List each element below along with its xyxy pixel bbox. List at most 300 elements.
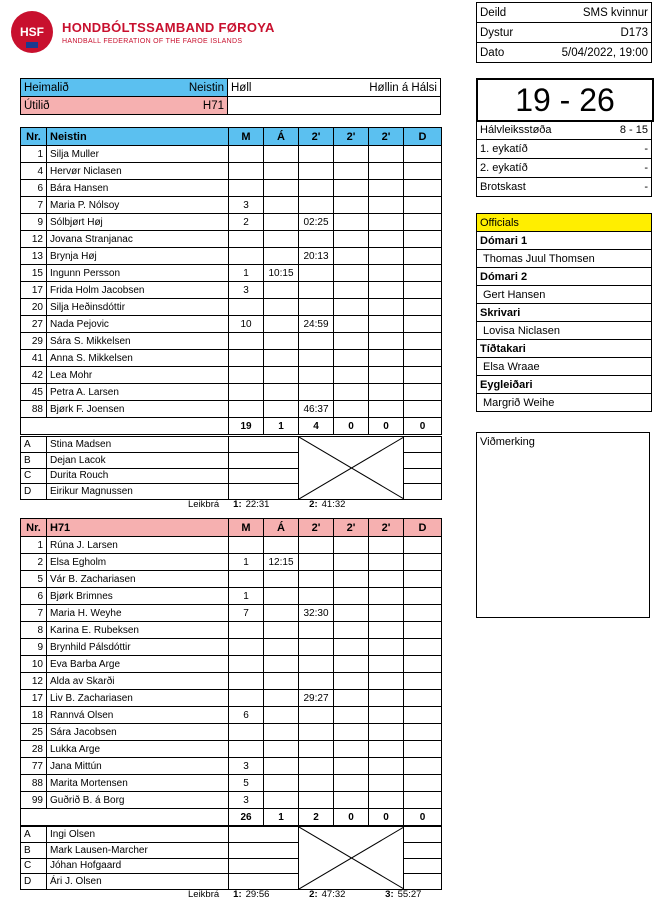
timeout-number: 2:	[309, 499, 318, 510]
player-stat-t3	[369, 231, 404, 248]
away-team-name: H71	[202, 99, 224, 112]
player-name: Hervør Niclasen	[47, 163, 229, 180]
player-row	[21, 248, 442, 265]
player-name: Brynja Høj	[47, 248, 229, 265]
staff-code: A	[21, 437, 47, 453]
player-name: Jana Mittún	[47, 758, 229, 775]
player-stat-m	[229, 146, 264, 163]
period-label: 2. eykatíð	[480, 162, 528, 174]
meta-label: Dystur	[477, 23, 529, 43]
col-team-name: Neistin	[47, 128, 229, 146]
period-cell	[477, 121, 652, 140]
player-name: Petra A. Larsen	[47, 384, 229, 401]
player-name: Brynhild Pálsdóttir	[47, 639, 229, 656]
player-stat-t2	[334, 214, 369, 231]
comment-label: Viðmerking	[480, 436, 535, 448]
player-stat-m: 3	[229, 282, 264, 299]
staff-empty	[229, 484, 299, 500]
player-stat-t2	[334, 401, 369, 418]
player-stat-a	[264, 622, 299, 639]
total-t2: 0	[334, 418, 369, 435]
player-stat-m	[229, 299, 264, 316]
player-number: 17	[21, 690, 47, 707]
player-row	[21, 299, 442, 316]
player-stat-d	[404, 571, 442, 588]
player-name: Maria P. Nólsoy	[47, 197, 229, 214]
away-timeouts	[188, 889, 455, 900]
player-stat-t3	[369, 350, 404, 367]
period-cell	[477, 140, 652, 159]
player-stat-m	[229, 231, 264, 248]
player-number: 1	[21, 537, 47, 554]
player-stat-a	[264, 656, 299, 673]
player-stat-t1: 20:13	[299, 248, 334, 265]
player-stat-t1: 32:30	[299, 605, 334, 622]
player-row	[21, 673, 442, 690]
player-stat-t3	[369, 384, 404, 401]
player-stat-t2	[334, 537, 369, 554]
player-name: Nada Pejovic	[47, 316, 229, 333]
player-name: Alda av Skarði	[47, 673, 229, 690]
total-t3: 0	[369, 809, 404, 826]
player-stat-d	[404, 758, 442, 775]
player-number: 8	[21, 622, 47, 639]
player-stat-t1	[299, 792, 334, 809]
col-header: 2'	[369, 128, 404, 146]
col-header: M	[229, 519, 264, 537]
player-stat-t2	[334, 350, 369, 367]
player-stat-t2	[334, 588, 369, 605]
player-row	[21, 588, 442, 605]
player-stat-m	[229, 622, 264, 639]
comment-box	[476, 432, 650, 618]
player-name: Liv B. Zachariasen	[47, 690, 229, 707]
meta-row	[477, 23, 652, 43]
meta-value: SMS kvinnur	[529, 3, 652, 23]
col-header: 2'	[334, 519, 369, 537]
player-stat-m	[229, 333, 264, 350]
home-staff-table	[20, 436, 442, 500]
player-stat-t3	[369, 197, 404, 214]
logo-text: HSF	[20, 25, 44, 39]
period-row	[477, 140, 652, 159]
official-role-row	[477, 268, 652, 286]
player-stat-m	[229, 367, 264, 384]
player-row	[21, 180, 442, 197]
official-name: Elsa Wraae	[477, 358, 652, 376]
player-stat-t1	[299, 537, 334, 554]
col-header: 2'	[369, 519, 404, 537]
player-row	[21, 741, 442, 758]
player-row	[21, 758, 442, 775]
player-stat-t1	[299, 146, 334, 163]
period-row	[477, 159, 652, 178]
player-stat-a	[264, 707, 299, 724]
player-stat-d	[404, 554, 442, 571]
player-stat-a	[264, 384, 299, 401]
player-number: 88	[21, 401, 47, 418]
player-stat-a: 12:15	[264, 554, 299, 571]
staff-name: Stina Madsen	[47, 437, 229, 453]
player-number: 77	[21, 758, 47, 775]
home-label: Heimalið	[24, 81, 69, 94]
player-stat-t1	[299, 333, 334, 350]
player-stat-m	[229, 537, 264, 554]
total-a: 1	[264, 418, 299, 435]
player-stat-d	[404, 537, 442, 554]
player-number: 42	[21, 367, 47, 384]
official-name: Margrið Weihe	[477, 394, 652, 412]
player-stat-t3	[369, 792, 404, 809]
hall-name: Høllin á Hálsi	[369, 81, 437, 94]
official-name-row	[477, 250, 652, 268]
player-name: Elsa Egholm	[47, 554, 229, 571]
col-header: M	[229, 128, 264, 146]
player-stat-t2	[334, 299, 369, 316]
official-role-row	[477, 340, 652, 358]
player-row	[21, 639, 442, 656]
player-name: Sára Jacobsen	[47, 724, 229, 741]
timeout-number: 3:	[385, 889, 394, 900]
player-number: 5	[21, 571, 47, 588]
player-stat-d	[404, 639, 442, 656]
player-stat-t1	[299, 554, 334, 571]
player-stat-a	[264, 214, 299, 231]
player-stat-a	[264, 231, 299, 248]
player-stat-t2	[334, 384, 369, 401]
official-name-row	[477, 358, 652, 376]
player-name: Silja Heðinsdóttir	[47, 299, 229, 316]
player-row	[21, 656, 442, 673]
player-stat-t1	[299, 622, 334, 639]
timeout-number: 1:	[233, 499, 242, 510]
player-name: Maria H. Weyhe	[47, 605, 229, 622]
player-stat-t3	[369, 248, 404, 265]
player-stat-t3	[369, 656, 404, 673]
player-stat-d	[404, 588, 442, 605]
player-stat-t3	[369, 316, 404, 333]
player-stat-t2	[334, 605, 369, 622]
staff-name: Jóhan Hofgaard	[47, 858, 229, 874]
player-row	[21, 622, 442, 639]
staff-empty	[229, 468, 299, 484]
player-stat-d	[404, 146, 442, 163]
player-stat-t2	[334, 707, 369, 724]
meta-label: Dato	[477, 43, 529, 63]
period-cell	[477, 178, 652, 197]
player-stat-t3	[369, 367, 404, 384]
empty-cell	[228, 97, 441, 115]
player-stat-t1: 29:27	[299, 690, 334, 707]
timeout-time: 55:27	[397, 889, 422, 900]
player-stat-a	[264, 537, 299, 554]
player-stat-a	[264, 690, 299, 707]
player-row	[21, 707, 442, 724]
official-role: Dómari 2	[477, 268, 652, 286]
player-stat-t1	[299, 299, 334, 316]
player-stat-d	[404, 690, 442, 707]
official-name-row	[477, 322, 652, 340]
staff-crossed-box	[299, 437, 404, 500]
staff-name: Ári J. Olsen	[47, 874, 229, 890]
roster-header-row	[21, 128, 442, 146]
player-number: 88	[21, 775, 47, 792]
player-stat-a	[264, 741, 299, 758]
player-row	[21, 316, 442, 333]
period-label: 1. eykatíð	[480, 143, 528, 155]
official-name-row	[477, 286, 652, 304]
staff-row	[21, 437, 442, 453]
player-stat-t3	[369, 554, 404, 571]
player-stat-t1	[299, 639, 334, 656]
player-stat-m	[229, 180, 264, 197]
player-name: Jovana Stranjanac	[47, 231, 229, 248]
player-stat-t3	[369, 707, 404, 724]
player-stat-a	[264, 758, 299, 775]
player-stat-d	[404, 163, 442, 180]
player-name: Marita Mortensen	[47, 775, 229, 792]
staff-empty	[404, 452, 442, 468]
cross-icon	[299, 437, 404, 499]
player-stat-a	[264, 299, 299, 316]
player-stat-a	[264, 282, 299, 299]
period-cell	[477, 159, 652, 178]
player-stat-t3	[369, 265, 404, 282]
player-stat-m	[229, 401, 264, 418]
meta-value: D173	[529, 23, 652, 43]
player-stat-t1	[299, 673, 334, 690]
staff-empty	[229, 842, 299, 858]
player-stat-m: 7	[229, 605, 264, 622]
player-stat-a	[264, 673, 299, 690]
staff-empty	[229, 858, 299, 874]
staff-code: A	[21, 827, 47, 843]
player-stat-a	[264, 350, 299, 367]
player-number: 12	[21, 231, 47, 248]
player-stat-t1	[299, 707, 334, 724]
player-stat-a: 10:15	[264, 265, 299, 282]
staff-name: Eirikur Magnussen	[47, 484, 229, 500]
official-role: Skrivari	[477, 304, 652, 322]
staff-empty	[404, 468, 442, 484]
player-stat-t2	[334, 792, 369, 809]
player-stat-t3	[369, 605, 404, 622]
total-t2: 0	[334, 809, 369, 826]
player-name: Silja Muller	[47, 146, 229, 163]
staff-empty	[229, 452, 299, 468]
player-stat-a	[264, 316, 299, 333]
player-number: 4	[21, 163, 47, 180]
player-stat-a	[264, 605, 299, 622]
staff-row	[21, 827, 442, 843]
player-stat-t3	[369, 401, 404, 418]
player-stat-t3	[369, 180, 404, 197]
timeout-entry	[233, 499, 303, 510]
staff-empty	[404, 874, 442, 890]
player-number: 25	[21, 724, 47, 741]
total-a: 1	[264, 809, 299, 826]
player-stat-a	[264, 775, 299, 792]
player-stat-t3	[369, 588, 404, 605]
final-score: 19 - 26	[476, 78, 654, 122]
away-staff-table	[20, 826, 442, 890]
org-subtitle: HANDBALL FEDERATION OF THE FAROE ISLANDS	[62, 38, 243, 45]
player-number: 2	[21, 554, 47, 571]
player-stat-t1	[299, 571, 334, 588]
period-label: Hálvleiksstøða	[480, 124, 552, 136]
player-stat-a	[264, 197, 299, 214]
player-stat-t3	[369, 758, 404, 775]
meta-row	[477, 43, 652, 63]
official-role-row	[477, 304, 652, 322]
player-stat-t2	[334, 146, 369, 163]
player-row	[21, 231, 442, 248]
staff-empty	[404, 437, 442, 453]
player-stat-t3	[369, 741, 404, 758]
player-row	[21, 384, 442, 401]
player-stat-t2	[334, 316, 369, 333]
player-name: Guðrið B. á Borg	[47, 792, 229, 809]
player-stat-d	[404, 605, 442, 622]
player-stat-t1	[299, 775, 334, 792]
timeout-number: 1:	[233, 889, 242, 900]
totals-label-empty	[21, 418, 229, 435]
away-label: Útilið	[24, 99, 50, 112]
timeouts-label: Leikbrá	[188, 889, 220, 900]
col-nr: Nr.	[21, 128, 47, 146]
player-number: 13	[21, 248, 47, 265]
player-stat-t2	[334, 163, 369, 180]
player-stat-m: 2	[229, 214, 264, 231]
player-name: Ingunn Persson	[47, 265, 229, 282]
period-value: -	[644, 143, 648, 155]
roster-header-row	[21, 519, 442, 537]
official-name-row	[477, 394, 652, 412]
timeout-time: 47:32	[321, 889, 346, 900]
staff-code: C	[21, 858, 47, 874]
away-roster-table	[20, 518, 442, 826]
player-stat-m: 3	[229, 197, 264, 214]
player-number: 45	[21, 384, 47, 401]
player-stat-t2	[334, 639, 369, 656]
total-m: 26	[229, 809, 264, 826]
player-stat-m: 5	[229, 775, 264, 792]
player-number: 99	[21, 792, 47, 809]
hall-label: Høll	[231, 81, 252, 94]
total-d: 0	[404, 418, 442, 435]
player-stat-a	[264, 588, 299, 605]
player-stat-t2	[334, 367, 369, 384]
official-role-row	[477, 376, 652, 394]
player-stat-t2	[334, 248, 369, 265]
player-stat-t2	[334, 231, 369, 248]
home-roster-table	[20, 127, 442, 435]
timeout-number: 2:	[309, 889, 318, 900]
player-stat-t2	[334, 690, 369, 707]
player-number: 12	[21, 673, 47, 690]
hsf-logo-icon	[10, 10, 54, 54]
player-stat-a	[264, 571, 299, 588]
timeout-time: 22:31	[245, 499, 270, 510]
col-nr: Nr.	[21, 519, 47, 537]
totals-row	[21, 418, 442, 435]
meta-row	[477, 3, 652, 23]
player-name: Lea Mohr	[47, 367, 229, 384]
player-row	[21, 571, 442, 588]
totals-label-empty	[21, 809, 229, 826]
player-stat-d	[404, 333, 442, 350]
staff-empty	[404, 858, 442, 874]
player-stat-t2	[334, 656, 369, 673]
period-value: -	[644, 181, 648, 193]
player-stat-d	[404, 622, 442, 639]
player-row	[21, 775, 442, 792]
timeout-entry	[385, 889, 455, 900]
staff-code: B	[21, 452, 47, 468]
player-stat-t2	[334, 554, 369, 571]
hall-cell	[228, 79, 441, 97]
player-stat-t3	[369, 690, 404, 707]
player-stat-m	[229, 571, 264, 588]
player-stat-t1	[299, 367, 334, 384]
player-stat-m	[229, 350, 264, 367]
player-stat-m	[229, 384, 264, 401]
player-stat-t1	[299, 758, 334, 775]
player-stat-d	[404, 299, 442, 316]
player-stat-d	[404, 741, 442, 758]
player-number: 27	[21, 316, 47, 333]
player-stat-t3	[369, 571, 404, 588]
teams-table	[20, 78, 441, 115]
player-stat-t3	[369, 282, 404, 299]
player-stat-d	[404, 724, 442, 741]
player-stat-m	[229, 248, 264, 265]
player-name: Lukka Arge	[47, 741, 229, 758]
staff-name: Ingi Olsen	[47, 827, 229, 843]
home-timeouts	[188, 499, 379, 510]
player-stat-t1	[299, 180, 334, 197]
player-name: Rannvá Olsen	[47, 707, 229, 724]
player-number: 6	[21, 180, 47, 197]
player-stat-a	[264, 724, 299, 741]
staff-empty	[404, 842, 442, 858]
player-stat-t2	[334, 197, 369, 214]
home-team-cell	[21, 79, 228, 97]
total-t1: 4	[299, 418, 334, 435]
staff-name: Durita Rouch	[47, 468, 229, 484]
player-stat-t1	[299, 282, 334, 299]
player-stat-d	[404, 316, 442, 333]
player-row	[21, 724, 442, 741]
player-name: Frida Holm Jacobsen	[47, 282, 229, 299]
player-stat-a	[264, 163, 299, 180]
player-stat-t2	[334, 741, 369, 758]
timeouts-label: Leikbrá	[188, 499, 220, 510]
player-row	[21, 554, 442, 571]
official-role-row	[477, 232, 652, 250]
player-stat-t1	[299, 265, 334, 282]
player-stat-d	[404, 367, 442, 384]
player-stat-d	[404, 248, 442, 265]
player-stat-d	[404, 282, 442, 299]
col-header: Á	[264, 519, 299, 537]
staff-code: D	[21, 874, 47, 890]
player-stat-t2	[334, 673, 369, 690]
player-name: Bára Hansen	[47, 180, 229, 197]
official-role: Dómari 1	[477, 232, 652, 250]
player-stat-a	[264, 333, 299, 350]
player-stat-t3	[369, 299, 404, 316]
